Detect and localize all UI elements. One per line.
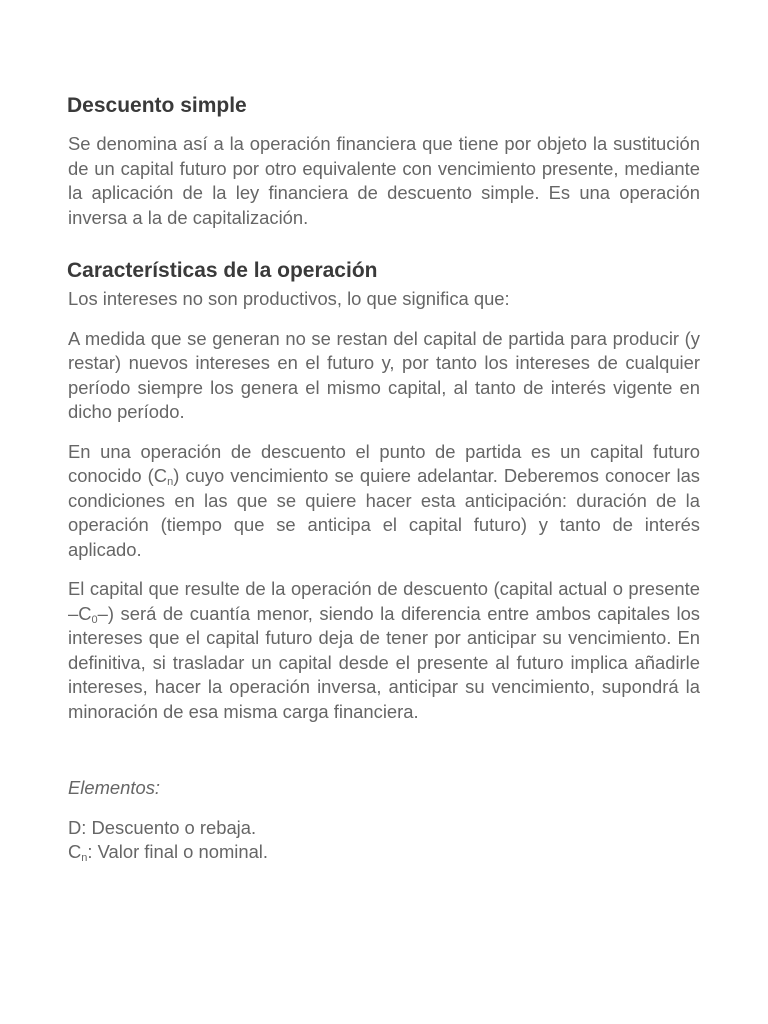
- paragraph-intereses-intro: Los intereses no son productivos, lo que significa que:: [68, 288, 510, 309]
- elemento-text: : Descuento o rebaja.: [81, 816, 257, 838]
- document-content: [68, 92, 700, 865]
- elementos-title: Elementos:: [68, 777, 160, 798]
- elemento-item-cn: [68, 841, 268, 862]
- heading-descuento-simple: Descuento simple: [67, 94, 247, 117]
- subscript-0: 0: [91, 613, 98, 626]
- paragraph-definicion: Se denomina así a la operación financiera que tiene por objeto la sustitución de un capital futuro por otro equivalente con vencimiento presente, mediante la aplicación de la ley financiera de descuento simple. Es una operación inversa a la de capitalización.: [68, 133, 700, 228]
- paragraph-capital-part-a: El capital que resulte de la operación de descuento (capital actual o presente –C: [68, 578, 700, 624]
- paragraph-operacion-descuento: [68, 440, 700, 563]
- subscript-n: n: [81, 852, 88, 864]
- paragraph-capital-part-b: –) será de cuantía menor, siendo la diferencia entre ambos capitales los intereses que el capital futuro deja de tener por anticipar su vencimiento. En definitiva, si trasladar un capital desde el presente al futuro implica añadirle intereses, hacer la operación inversa, anticipar su vencimiento, supondrá la minoración de esa misma carga financiera.: [68, 602, 700, 722]
- subscript-n: n: [167, 476, 174, 488]
- elemento-text: : Valor final o nominal.: [87, 841, 268, 862]
- heading-caracteristicas: Características de la operación: [67, 259, 378, 282]
- paragraph-operacion-part-a: En una operación de descuento el punto de partida es un capital futuro conocido (C: [68, 440, 700, 486]
- elementos-list: [68, 816, 700, 865]
- elemento-symbol: D: [68, 816, 82, 838]
- paragraph-a-medida: A medida que se generan no se restan del capital de partida para producir (y restar) nuevos intereses en el futuro y, por tanto los intereses de cualquier período siempre los genera el mismo capital, al tanto de interés vigente en dicho período.: [68, 327, 700, 422]
- elemento-item-d: [68, 817, 256, 838]
- paragraph-capital-actual: [68, 577, 700, 724]
- paragraph-operacion-part-b: ) cuyo vencimiento se quiere adelantar. Deberemos conocer las condiciones en las que se quiere hacer esta anticipación: duración de la operación (tiempo que se anticipa el capital futuro) y tanto de interés aplicado.: [68, 465, 700, 560]
- elemento-symbol: C: [68, 841, 82, 862]
